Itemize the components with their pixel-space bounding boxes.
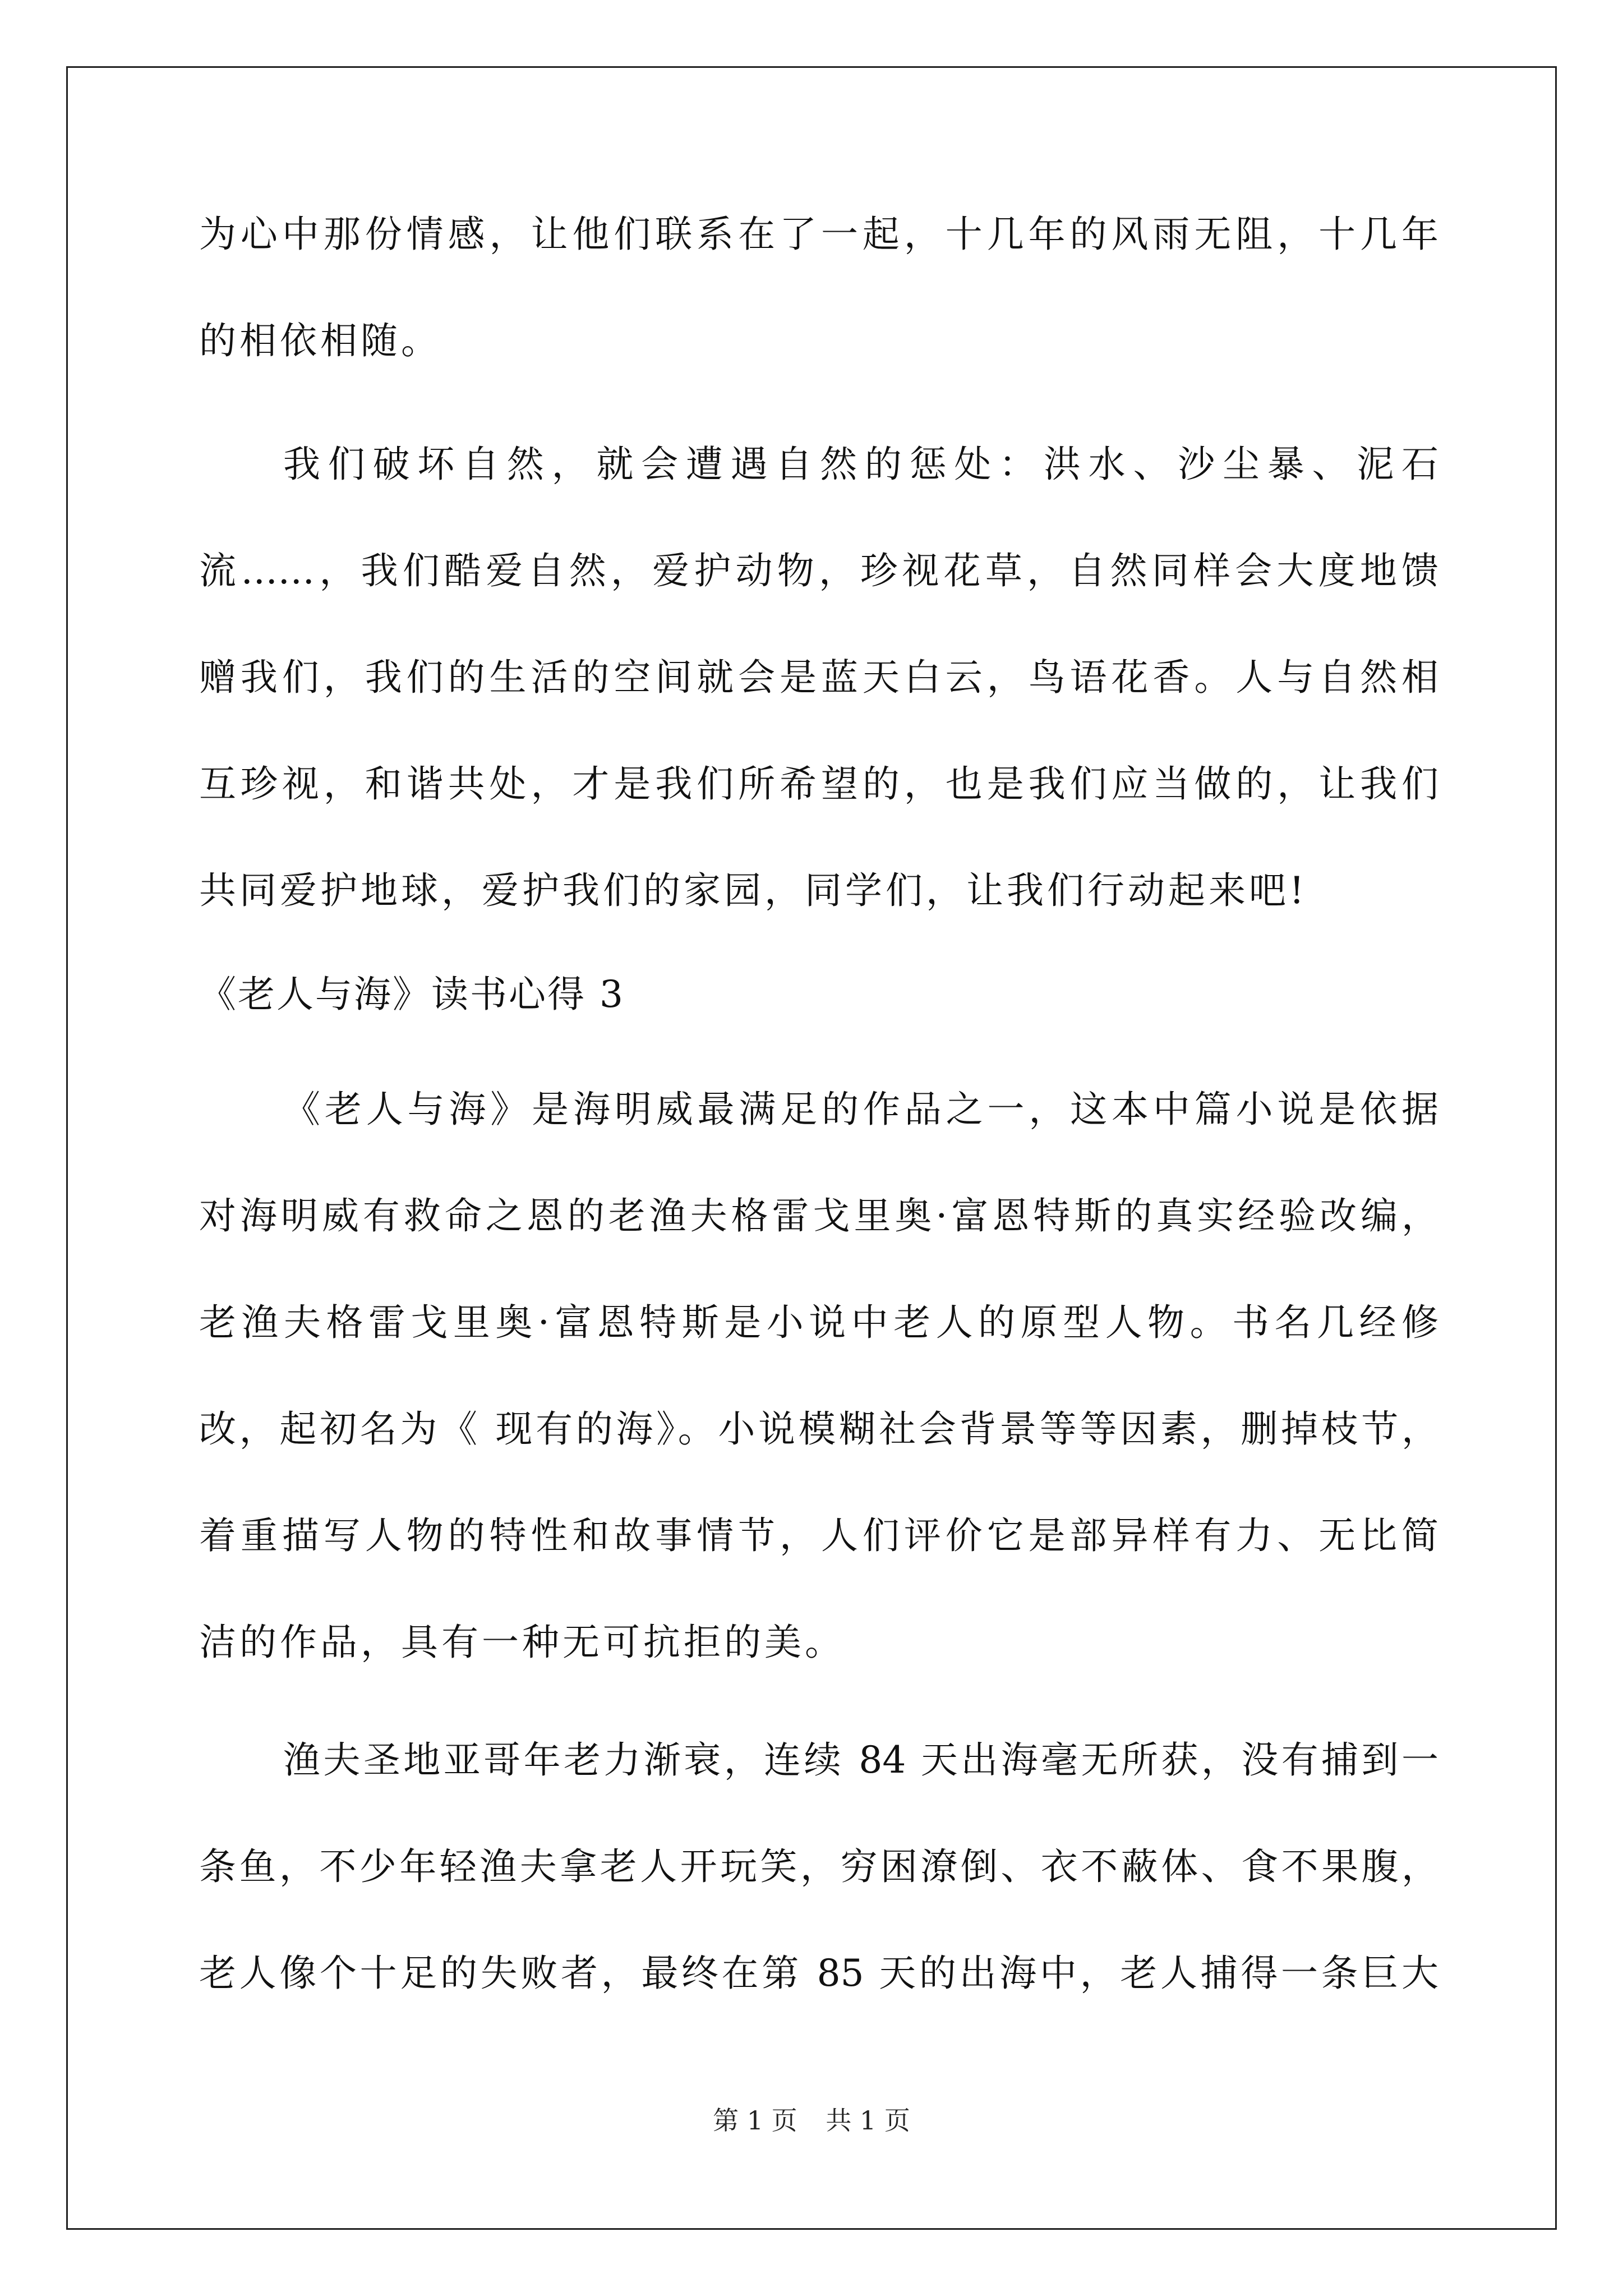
- page-frame: [66, 66, 1557, 2230]
- text-line: 对海明威有救命之恩的老渔夫格雷戈里奥·富恩特斯的真实经验改编，: [199, 1194, 1438, 1237]
- text-line: 着重描写人物的特性和故事情节，人们评价它是部异样有力、无比简: [199, 1514, 1438, 1557]
- text-line: 老渔夫格雷戈里奥·富恩特斯是小说中老人的原型人物。书名几经修: [199, 1301, 1438, 1344]
- paragraph-start-line: 我们破坏自然，就会遭遇自然的惩处：洪水、沙尘暴、泥石: [283, 443, 1438, 486]
- text-line: 为心中那份情感，让他们联系在了一起，十几年的风雨无阻，十几年: [199, 213, 1438, 256]
- text-line: 洁的作品，具有一种无可抗拒的美。: [199, 1621, 845, 1664]
- page-total: 共 1 页: [826, 2105, 910, 2136]
- text-line: 赠我们，我们的生活的空间就会是蓝天白云，鸟语花香。人与自然相: [199, 656, 1438, 699]
- text-line: 改，起初名为《 现有的海》。小说模糊社会背景等等因素，删掉枝节，: [199, 1407, 1438, 1451]
- text-line: 的相依相随。: [199, 319, 441, 362]
- text-line: 老人像个十足的失败者，最终在第 85 天的出海中，老人捕得一条巨大: [199, 1952, 1438, 1995]
- page-number: 第 1 页: [713, 2105, 797, 2136]
- section-heading: 《老人与海》读书心得 3: [199, 973, 625, 1016]
- paragraph-start-line: 《老人与海》是海明威最满足的作品之一，这本中篇小说是依据: [283, 1088, 1438, 1131]
- text-line: 流……，我们酷爱自然，爱护动物，珍视花草，自然同样会大度地馈: [199, 549, 1438, 592]
- text-line: 条鱼，不少年轻渔夫拿老人开玩笑，穷困潦倒、衣不蔽体、食不果腹，: [199, 1845, 1438, 1888]
- paragraph-start-line: 渔夫圣地亚哥年老力渐衰，连续 84 天出海毫无所获，没有捕到一: [283, 1738, 1438, 1782]
- text-line: 共同爱护地球，爱护我们的家园，同学们，让我们行动起来吧!: [199, 869, 1308, 912]
- page-footer: [0, 2104, 1623, 2137]
- text-line: 互珍视，和谐共处，才是我们所希望的，也是我们应当做的，让我们: [199, 762, 1438, 806]
